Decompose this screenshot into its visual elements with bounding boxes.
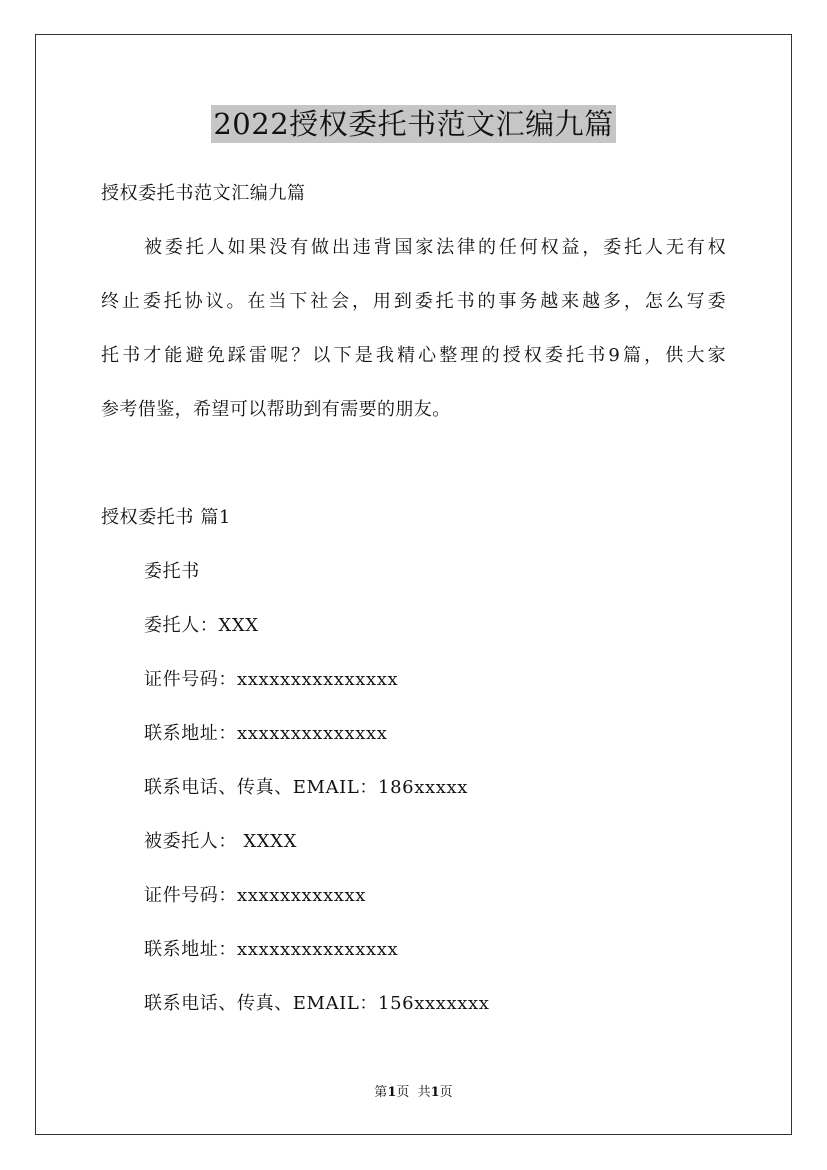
entry-agent: 被委托人： XXXX [144, 831, 297, 852]
footer-page-suffix: 页 [439, 1085, 453, 1100]
entry-principal: 委托人：XXX [144, 615, 259, 636]
document-title: 2022授权委托书范文汇编九篇 [213, 107, 614, 141]
document-subtitle: 授权委托书范文汇编九篇 [101, 183, 306, 204]
footer-page-number: 1 [387, 1085, 397, 1100]
entry-principal-address: 联系地址：xxxxxxxxxxxxxx [144, 723, 388, 744]
page-footer [0, 1084, 827, 1102]
entry-agent-address: 联系地址：xxxxxxxxxxxxxxx [144, 939, 399, 960]
intro-line-4: 参考借鉴，希望可以帮助到有需要的朋友。 [101, 399, 451, 420]
entry-agent-contact: 联系电话、传真、EMAIL：156xxxxxxx [144, 993, 490, 1014]
entry-principal-id: 证件号码：xxxxxxxxxxxxxxx [144, 669, 399, 690]
document-title-container [0, 104, 827, 143]
entry-letter-title: 委托书 [144, 561, 200, 582]
footer-page-prefix: 第 [374, 1085, 388, 1100]
intro-line-2: 终止委托协议。在当下社会，用到委托书的事务越来越多，怎么写委 [101, 291, 726, 312]
footer-page-mid: 页 共 [396, 1085, 431, 1100]
intro-line-3: 托书才能避免踩雷呢？以下是我精心整理的授权委托书9篇，供大家 [101, 345, 726, 366]
entry-agent-id: 证件号码：xxxxxxxxxxxx [144, 885, 367, 906]
entry-principal-contact: 联系电话、传真、EMAIL：186xxxxx [144, 777, 468, 798]
footer-page-total: 1 [430, 1085, 440, 1100]
intro-line-1: 被委托人如果没有做出违背国家法律的任何权益，委托人无有权 [144, 237, 726, 258]
section-heading: 授权委托书 篇1 [101, 507, 231, 528]
